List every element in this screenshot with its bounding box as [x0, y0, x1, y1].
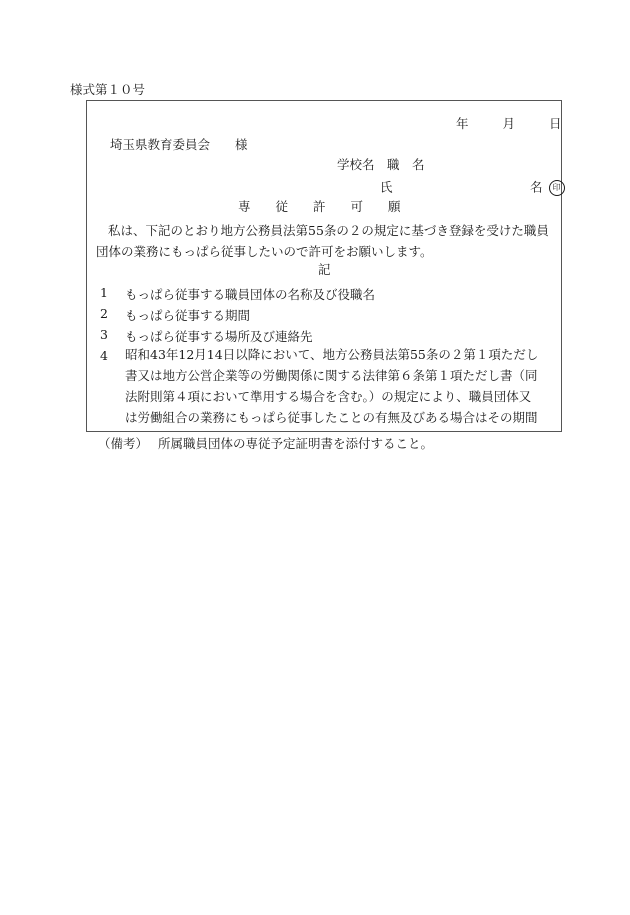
- remarks-label: （備考）: [98, 436, 149, 451]
- item-number: 3: [100, 327, 108, 342]
- addressee: 埼玉県教育委員会 様: [110, 137, 248, 152]
- date-line: [456, 118, 562, 131]
- date-month: 月: [502, 116, 516, 131]
- item-text-line: は労働組合の業務にもっぱら従事したことの有無及びある場合はその期間: [125, 410, 538, 425]
- seal-icon: 印: [549, 180, 565, 196]
- name-label: 氏 名: [380, 179, 543, 195]
- form-number: 様式第１０号: [70, 82, 146, 97]
- name-line: [380, 180, 565, 196]
- request-body: 私は、下記のとおり地方公務員法第55条の２の規定に基づき登録を受けた職員団体の業務にもっぱら従事したいので許可をお願いします。: [96, 223, 549, 259]
- item-text: もっぱら従事する職員団体の名称及び役職名: [125, 287, 376, 302]
- remarks: [98, 438, 433, 451]
- remarks-text: 所属職員団体の専従予定証明書を添付すること。: [158, 436, 434, 451]
- date-day: 日: [549, 116, 562, 131]
- item-number: 1: [100, 285, 108, 300]
- item-number: 2: [100, 306, 108, 321]
- item-text-line: 昭和43年12月14日以降において、地方公務員法第55条の２第１項ただし: [125, 347, 539, 362]
- school-position-label: 学校名 職 名: [337, 157, 425, 172]
- item-text: [125, 344, 555, 428]
- item-text-line: 書又は地方公営企業等の労働関係に関する法律第６条第１項ただし書（同: [125, 368, 538, 383]
- date-year: 年: [456, 116, 469, 131]
- item-text: もっぱら従事する場所及び連絡先: [125, 329, 313, 344]
- item-text-line: 法附則第４項において準用する場合を含む。）の規定により、職員団体又: [125, 389, 532, 404]
- item-text: もっぱら従事する期間: [125, 308, 251, 323]
- form-title: 専 従 許 可 願: [238, 199, 401, 214]
- ki-heading: 記: [318, 262, 331, 277]
- item-number: 4: [100, 348, 108, 363]
